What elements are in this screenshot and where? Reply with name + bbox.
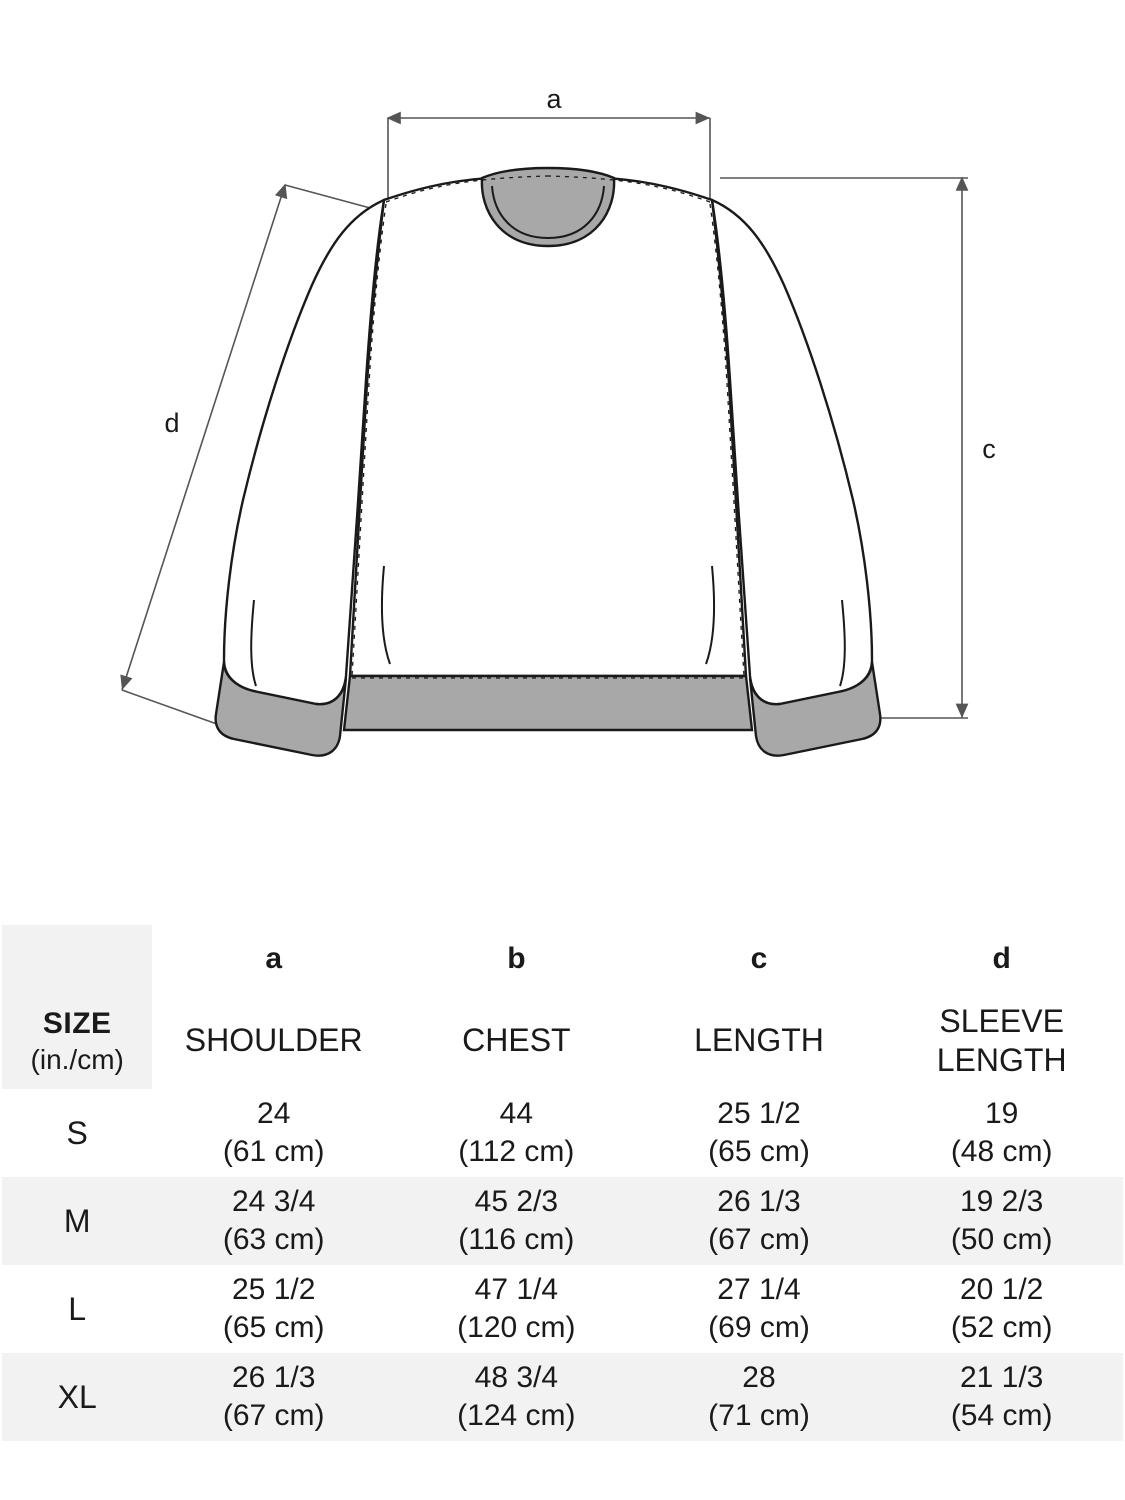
size-table bbox=[2, 925, 1123, 1441]
table-row-letters bbox=[2, 925, 1123, 993]
cell-m-length bbox=[638, 1177, 881, 1265]
letters-blank-cell bbox=[2, 925, 152, 993]
cell-l-shoulder-in: 25 1/2 bbox=[232, 1272, 316, 1306]
size-label-s: S bbox=[2, 1089, 152, 1177]
cell-m-length-in: 26 1/3 bbox=[717, 1184, 801, 1218]
cell-xl-chest bbox=[395, 1353, 638, 1441]
cell-xl-length-cm: (71 cm) bbox=[708, 1399, 810, 1432]
cell-m-shoulder-in: 24 3/4 bbox=[232, 1184, 316, 1218]
size-label-m: M bbox=[2, 1177, 152, 1265]
cell-l-length-cm: (69 cm) bbox=[708, 1311, 810, 1344]
cell-s-chest-in: 44 bbox=[499, 1096, 534, 1130]
hem-ribbing bbox=[344, 676, 752, 730]
cell-xl-length-in: 28 bbox=[742, 1360, 776, 1394]
table-row-header bbox=[2, 993, 1123, 1089]
table-row bbox=[2, 1089, 1123, 1177]
cell-s-sleeve bbox=[880, 1089, 1123, 1177]
cell-m-sleeve-cm: (50 cm) bbox=[950, 1223, 1053, 1256]
size-header-cell bbox=[2, 993, 152, 1089]
cell-m-shoulder bbox=[152, 1177, 395, 1265]
label-c: c bbox=[982, 434, 996, 464]
cell-xl-sleeve bbox=[880, 1353, 1123, 1441]
table-row bbox=[2, 1265, 1123, 1353]
cell-l-length-in: 27 1/4 bbox=[717, 1272, 801, 1306]
cell-xl-sleeve-cm: (54 cm) bbox=[950, 1399, 1053, 1432]
size-label-xl: XL bbox=[2, 1353, 152, 1441]
cell-l-sleeve-in: 20 1/2 bbox=[959, 1272, 1044, 1306]
letter-b-cell: b bbox=[395, 925, 638, 993]
size-table-container bbox=[0, 925, 1125, 1500]
cell-xl-shoulder-cm: (67 cm) bbox=[222, 1399, 325, 1432]
cell-m-length-cm: (67 cm) bbox=[708, 1223, 810, 1256]
cell-xl-length bbox=[638, 1353, 881, 1441]
cell-l-chest bbox=[395, 1265, 638, 1353]
cell-s-shoulder-cm: (61 cm) bbox=[222, 1135, 325, 1168]
cell-s-sleeve-cm: (48 cm) bbox=[950, 1135, 1053, 1168]
table-row bbox=[2, 1353, 1123, 1441]
column-header-shoulder: SHOULDER bbox=[152, 993, 395, 1089]
cell-s-chest bbox=[395, 1089, 638, 1177]
table-row bbox=[2, 1177, 1123, 1265]
letter-c-cell: c bbox=[638, 925, 881, 993]
cell-s-shoulder bbox=[152, 1089, 395, 1177]
cell-s-length bbox=[638, 1089, 881, 1177]
cell-m-sleeve-in: 19 2/3 bbox=[959, 1184, 1044, 1218]
cell-xl-chest-cm: (124 cm) bbox=[457, 1399, 576, 1432]
cell-xl-shoulder bbox=[152, 1353, 395, 1441]
cell-l-sleeve bbox=[880, 1265, 1123, 1353]
cell-l-chest-in: 47 1/4 bbox=[474, 1272, 559, 1306]
size-header-line2: (in./cm) bbox=[30, 1044, 124, 1076]
cell-m-chest-in: 45 2/3 bbox=[474, 1184, 559, 1218]
sweatshirt-illustration bbox=[216, 168, 881, 756]
cell-s-shoulder-in: 24 bbox=[257, 1096, 291, 1130]
cell-m-chest bbox=[395, 1177, 638, 1265]
letter-d-cell: d bbox=[880, 925, 1123, 993]
cell-m-sleeve bbox=[880, 1177, 1123, 1265]
cell-s-chest-cm: (112 cm) bbox=[458, 1135, 575, 1168]
cell-m-shoulder-cm: (63 cm) bbox=[222, 1223, 325, 1256]
cell-l-shoulder-cm: (65 cm) bbox=[222, 1311, 325, 1344]
column-header-length: LENGTH bbox=[638, 993, 881, 1089]
letter-a-cell: a bbox=[152, 925, 395, 993]
cell-s-length-in: 25 1/2 bbox=[717, 1096, 801, 1130]
cell-s-sleeve-in: 19 bbox=[984, 1096, 1019, 1130]
cell-m-chest-cm: (116 cm) bbox=[458, 1223, 575, 1256]
cell-l-chest-cm: (120 cm) bbox=[457, 1311, 576, 1344]
column-header-chest: CHEST bbox=[395, 993, 638, 1089]
cell-s-length-cm: (65 cm) bbox=[708, 1135, 810, 1168]
label-d: d bbox=[164, 408, 180, 438]
size-header-line1: SIZE bbox=[42, 1006, 112, 1040]
cell-l-shoulder bbox=[152, 1265, 395, 1353]
body-front bbox=[350, 176, 746, 676]
cell-l-sleeve-cm: (52 cm) bbox=[950, 1311, 1053, 1344]
label-a: a bbox=[546, 84, 562, 114]
column-header-sleeve-length: SLEEVE LENGTH bbox=[880, 993, 1123, 1089]
cell-l-length bbox=[638, 1265, 881, 1353]
size-label-l: L bbox=[2, 1265, 152, 1353]
cell-xl-sleeve-in: 21 1/3 bbox=[959, 1360, 1044, 1394]
cell-xl-chest-in: 48 3/4 bbox=[474, 1360, 559, 1394]
cell-xl-shoulder-in: 26 1/3 bbox=[232, 1360, 316, 1394]
